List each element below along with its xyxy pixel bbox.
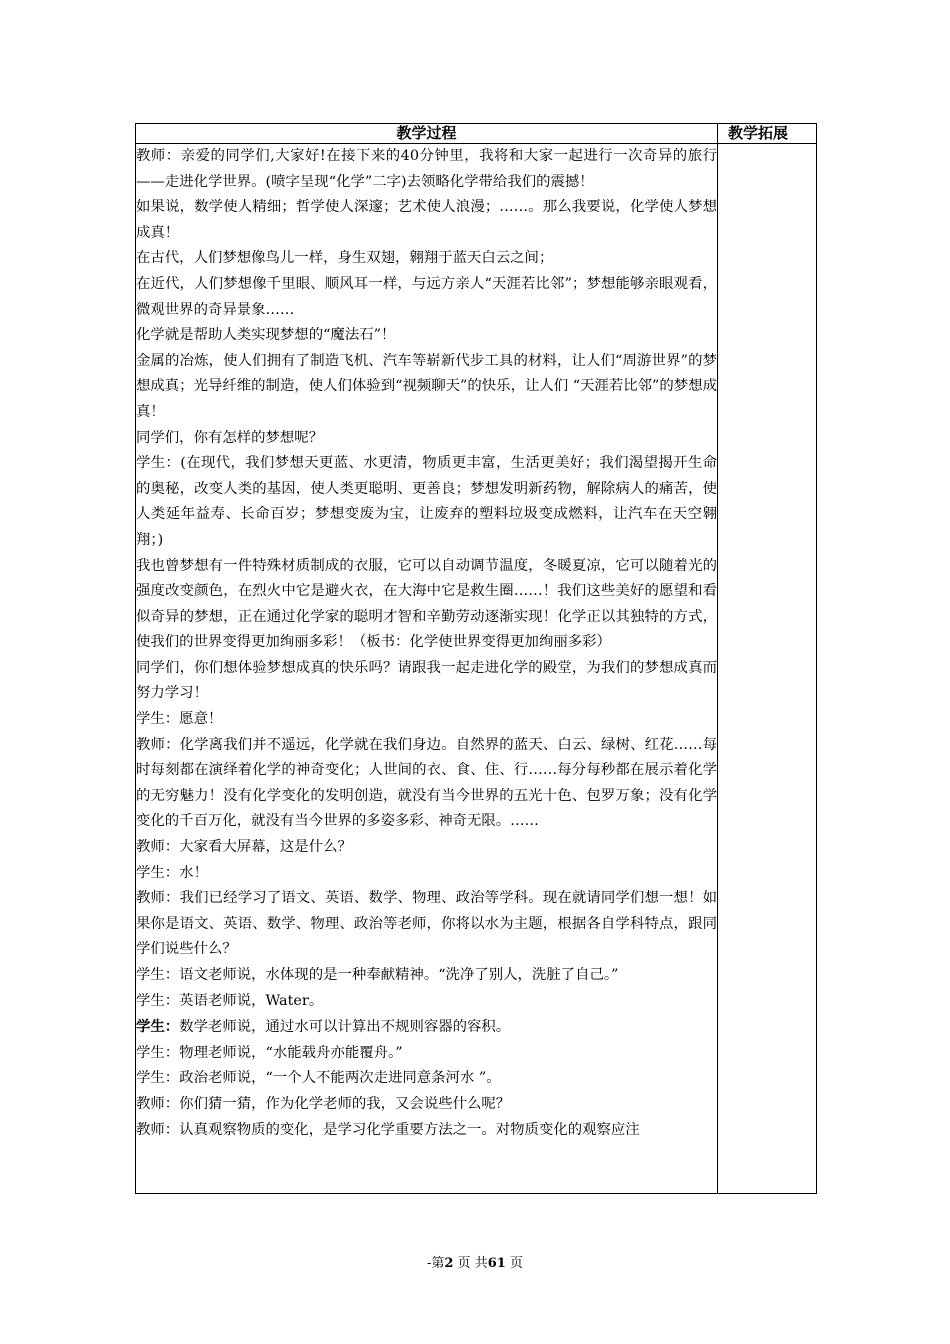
- paragraph: 教师：大家看大屏幕，这是什么？: [136, 839, 352, 856]
- table-header-row: [136, 124, 817, 144]
- paragraph: 同学们，你们想体验梦想成真的快乐吗？请跟我一起走进化学的殿堂，为我们的梦想成真而努力学习！: [136, 659, 717, 702]
- paragraph: 教师：我们已经学习了语文、英语、数学、物理、政治等学科。现在就请同学们想一想！如果你是语文、英语、数学、物理、政治等老师，你将以水为主题，根据各自学科特点，跟同学们说些什么？: [136, 890, 717, 958]
- paragraph: 教师：亲爱的同学们,大家好!在接下来的40分钟里，我将和大家一起进行一次奇异的旅行——走进化学世界。(喷字呈现“化学”二字)去领略化学带给我们的震撼！: [136, 148, 717, 190]
- paragraph: 金属的冶炼，使人们拥有了制造飞机、汽车等崭新代步工具的材料，让人们“周游世界”的梦想成真；光导纤维的制造，使人们体验到“视频聊天”的快乐，让人们 “天涯若比邻”的梦想成真！: [136, 352, 717, 420]
- teaching-process-content: [136, 144, 718, 1194]
- paragraph: 在古代，人们梦想像鸟儿一样，身生双翅，翱翔于蓝天白云之间；: [136, 250, 554, 267]
- paragraph: 我也曾梦想有一件特殊材质制成的衣服，它可以自动调节温度，冬暖夏凉，它可以随着光的强度改变颜色，在烈火中它是避火衣，在大海中它是救生圈……！我们这些美好的愿望和看似奇异的梦想，正在通过化学家的聪明才智和辛勤劳动逐渐实现！化学正以其独特的方式，使我们的世界变得更加绚丽多彩！（板书：化学使世界变得更加绚丽多彩）: [136, 557, 717, 651]
- paragraph: 化学就是帮助人类实现梦想的“魔法石”！: [136, 327, 396, 344]
- paragraph: 学生：政治老师说，“一个人不能两次走进同意条河水 ”。: [136, 1070, 501, 1087]
- table-body-row: [136, 144, 817, 1194]
- page-footer: -第2 页 共61 页: [427, 1256, 523, 1271]
- paragraph: 教师：化学离我们并不遥远，化学就在我们身边。自然界的蓝天、白云、绿树、红花……每时每刻都在演绎着化学的神奇变化；人世间的衣、食、住、行……每分每秒都在展示着化学的无穷魅力！没有化学变化的发明创造，就没有当今世界的五光十色、包罗万象；没有化学变化的千百万化，就没有当今世界的多姿多彩、神奇无限。……: [136, 736, 717, 830]
- paragraph: 学生：愿意！: [136, 711, 223, 728]
- paragraph: 学生：数学老师说，通过水可以计算出不规则容器的容积。: [136, 1018, 511, 1036]
- speaker-label: 学生：: [136, 1018, 180, 1036]
- paragraph: 学生：水！: [136, 864, 208, 881]
- paragraph: 在近代，人们梦想像千里眼、顺风耳一样，与远方亲人“天涯若比邻”；梦想能够亲眼观看，微观世界的奇异景象……: [136, 275, 717, 318]
- teaching-extension-content: [718, 144, 817, 1194]
- lesson-table: [135, 123, 817, 1194]
- paragraph: 学生：(在现代，我们梦想天更蓝、水更清，物质更丰富，生活更美好；我们渴望揭开生命的奥秘，改变人类的基因，使人类更聪明、更善良；梦想发明新药物，解除病人的痛苦，使人类延年益寿、长命百岁；梦想变废为宝，让废弃的塑料垃圾变成燃料，让汽车在天空翱翔；): [136, 455, 717, 548]
- header-teaching-process: 教学过程: [136, 124, 718, 144]
- paragraph: 学生：语文老师说，水体现的是一种奉献精神。“洗净了别人，洗脏了自己。”: [136, 967, 619, 983]
- header-teaching-extension: 教学拓展: [718, 124, 817, 144]
- paragraph: 教师：你们猜一猜，作为化学老师的我，又会说些什么呢？: [136, 1095, 511, 1112]
- paragraph: 如果说，数学使人精细；哲学使人深邃；艺术使人浪漫；……。那么我要说，化学使人梦想成真！: [136, 199, 717, 241]
- paragraph: 学生：物理老师说，“水能载舟亦能覆舟。”: [136, 1044, 403, 1061]
- paragraph: 学生：英语老师说，Water。: [136, 992, 324, 1009]
- paragraph: 教师：认真观察物质的变化，是学习化学重要方法之一。对物质变化的观察应注: [136, 1121, 640, 1138]
- paragraph: 同学们，你有怎样的梦想呢？: [136, 429, 324, 446]
